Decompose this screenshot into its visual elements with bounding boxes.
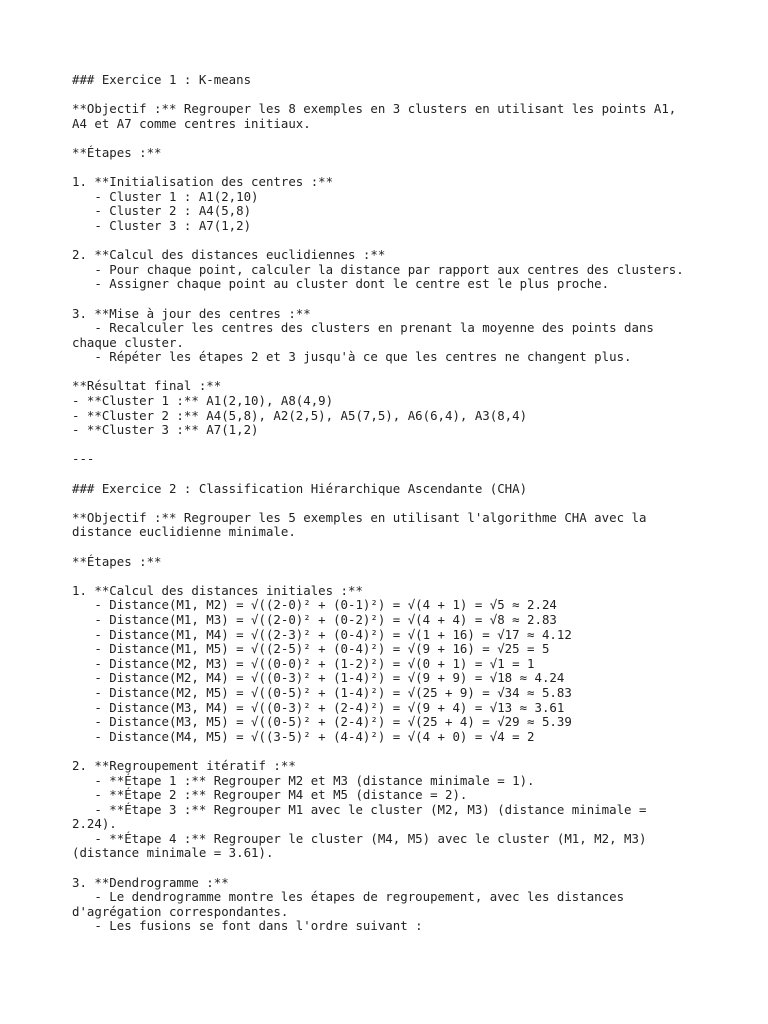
blank-line (72, 467, 732, 482)
text-line: - Le dendrogramme montre les étapes de regroupement, avec les distances (72, 889, 625, 905)
text-line: - **Étape 3 :** Regrouper M1 avec le cluster (M2, M3) (distance minimale = (72, 801, 647, 817)
text-line: - Répéter les étapes 2 et 3 jusqu'à ce que les centres ne changent plus. (72, 349, 632, 365)
text-line: chaque cluster. (72, 334, 184, 350)
text-line: --- (72, 451, 95, 467)
text-line: - Les fusions se font dans l'ordre suivant : (72, 918, 423, 934)
text-line: - Distance(M1, M2) = √((2-0)² + (0-1)²) = √(4 + 1) = √5 ≈ 2.24 (72, 597, 557, 613)
text-line: - Distance(M2, M5) = √((0-5)² + (1-4)²) = √(25 + 9) = √34 ≈ 5.83 (72, 684, 572, 700)
blank-line (72, 496, 732, 511)
text-line: 1. **Calcul des distances initiales :** (72, 582, 363, 598)
text-line: ### Exercice 1 : K-means (72, 72, 252, 87)
text-line: 2. **Regroupement itératif :** (72, 757, 296, 773)
text-line: **Résultat final :** (72, 378, 222, 394)
text-line: 2.24). (72, 816, 117, 832)
blank-line (72, 861, 732, 876)
text-line: - **Cluster 2 :** A4(5,8), A2(2,5), A5(7,5), A6(6,4), A3(8,4) (72, 407, 528, 423)
blank-line (72, 292, 732, 307)
blank-line (72, 88, 732, 103)
text-line: - Distance(M1, M3) = √((2-0)² + (0-2)²) = √(4 + 4) = √8 ≈ 2.83 (72, 611, 557, 627)
blank-line (72, 540, 732, 555)
text-line: 3. **Mise à jour des centres :** (72, 305, 311, 321)
blank-line (72, 234, 732, 249)
blank-line (72, 365, 732, 380)
text-line: **Étapes :** (72, 553, 162, 569)
text-line: - Cluster 2 : A4(5,8) (72, 203, 252, 219)
text-line: distance euclidienne minimale. (72, 524, 296, 540)
text-line: d'agrégation correspondantes. (72, 903, 289, 919)
text-line: **Objectif :** Regrouper les 5 exemples en utilisant l'algorithme CHA avec la (72, 509, 647, 525)
text-line: **Étapes :** (72, 144, 162, 160)
text-line: - Distance(M3, M5) = √((0-5)² + (2-4)²) = √(25 + 4) = √29 ≈ 5.39 (72, 714, 572, 730)
text-line: A4 et A7 comme centres initiaux. (72, 115, 311, 131)
text-line: - Distance(M1, M5) = √((2-5)² + (0-4)²) = √(9 + 16) = √25 = 5 (72, 641, 550, 657)
text-line: - Cluster 1 : A1(2,10) (72, 188, 259, 204)
blank-line (72, 131, 732, 146)
text-line: (distance minimale = 3.61). (72, 845, 274, 861)
text-line: - Distance(M2, M3) = √((0-0)² + (1-2)²) = √(0 + 1) = √1 = 1 (72, 655, 535, 671)
text-line: - **Étape 4 :** Regrouper le cluster (M4, M5) avec le cluster (M1, M2, M3) (72, 830, 647, 846)
text-line: - Cluster 3 : A7(1,2) (72, 217, 252, 233)
text-line: - Recalculer les centres des clusters en prenant la moyenne des points dans (72, 320, 654, 336)
text-line: - Pour chaque point, calculer la distance par rapport aux centres des clusters. (72, 261, 684, 277)
text-line: - Assigner chaque point au cluster dont le centre est le plus proche. (72, 276, 610, 292)
text-line: - **Étape 2 :** Regrouper M4 et M5 (distance = 2). (72, 787, 468, 803)
text-line: - **Cluster 1 :** A1(2,10), A8(4,9) (72, 393, 334, 409)
blank-line (72, 161, 732, 176)
text-line: ### Exercice 2 : Classification Hiérarchique Ascendante (CHA) (72, 480, 528, 496)
text-line: - Distance(M3, M4) = √((0-3)² + (2-4)²) = √(9 + 4) = √13 ≈ 3.61 (72, 699, 565, 715)
blank-line (72, 744, 732, 759)
text-line: - **Cluster 3 :** A7(1,2) (72, 422, 259, 438)
blank-line (72, 569, 732, 584)
text-line: - **Étape 1 :** Regrouper M2 et M3 (distance minimale = 1). (72, 772, 535, 788)
blank-line (72, 438, 732, 453)
text-line: **Objectif :** Regrouper les 8 exemples en 3 clusters en utilisant les points A1, (72, 101, 677, 117)
text-line: 1. **Initialisation des centres :** (72, 174, 334, 190)
text-line: 3. **Dendrogramme :** (72, 874, 229, 890)
text-line: - Distance(M1, M4) = √((2-3)² + (0-4)²) = √(1 + 16) = √17 ≈ 4.12 (72, 626, 572, 642)
text-line: 2. **Calcul des distances euclidiennes :** (72, 247, 386, 263)
text-line: - Distance(M2, M4) = √((0-3)² + (1-4)²) = √(9 + 9) = √18 ≈ 4.24 (72, 670, 565, 686)
document-body (72, 73, 732, 934)
text-line: - Distance(M4, M5) = √((3-5)² + (4-4)²) = √(4 + 0) = √4 = 2 (72, 728, 535, 744)
